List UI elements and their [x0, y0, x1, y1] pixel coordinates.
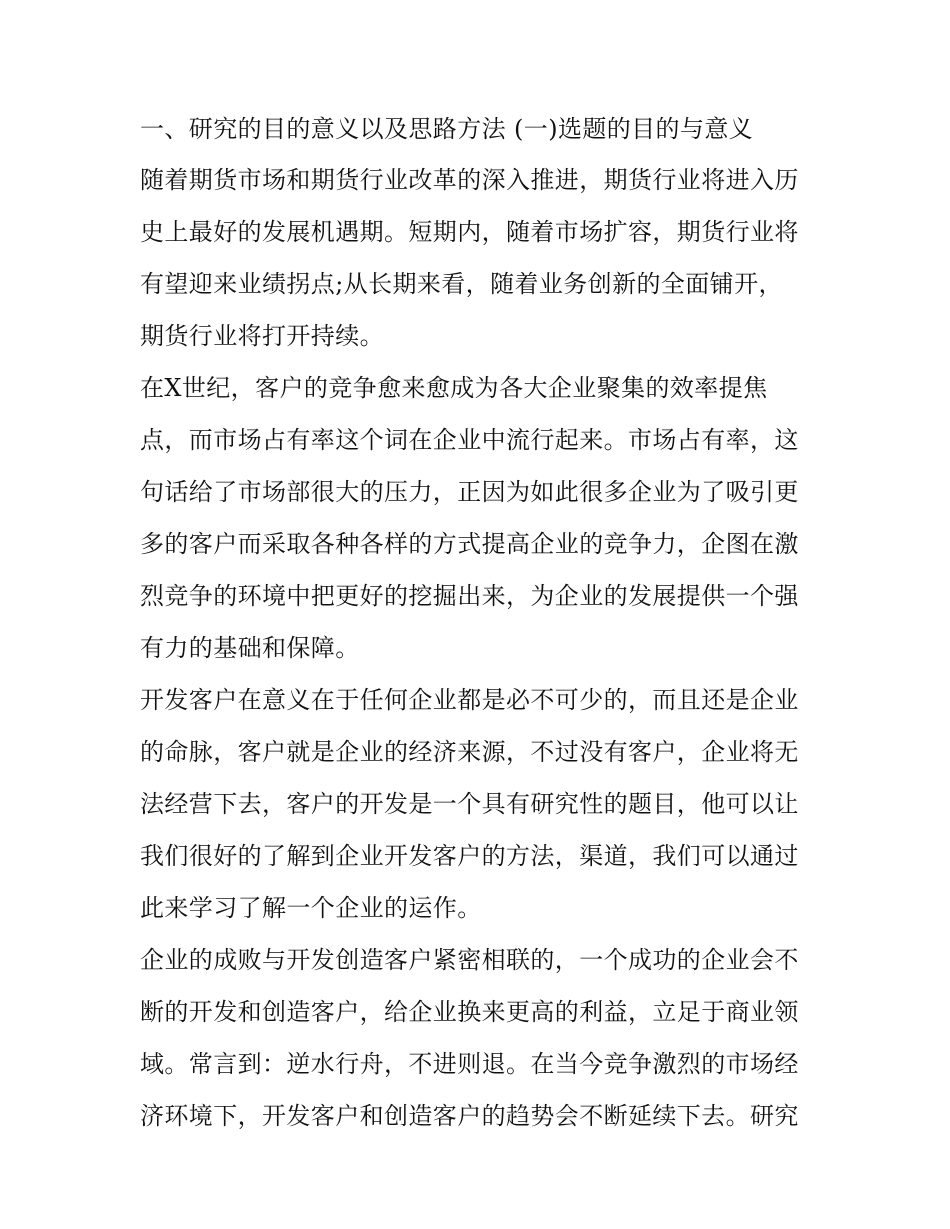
paragraph-line: 烈竞争的环境中把更好的挖掘出来，为企业的发展提供一个强 — [140, 582, 799, 610]
paragraph-4 — [140, 934, 812, 1142]
paragraph-line: 济环境下，开发客户和创造客户的趋势会不断延续下去。研究 — [140, 1102, 799, 1130]
paragraph-line: 史上最好的发展机遇期。短期内，随着市场扩容，期货行业将 — [140, 218, 799, 246]
paragraph-line: 开发客户在意义在于任何企业都是必不可少的，而且还是企业 — [140, 686, 799, 714]
paragraph-line: 多的客户而采取各种各样的方式提高企业的竞争力，企图在激 — [140, 530, 799, 558]
paragraph-line: 句话给了市场部很大的压力，正因为如此很多企业为了吸引更 — [140, 478, 799, 506]
paragraph-line: 随着期货市场和期货行业改革的深入推进，期货行业将进入历 — [140, 166, 799, 194]
paragraph-2 — [140, 362, 812, 674]
paragraph-line: 点，而市场占有率这个词在企业中流行起来。市场占有率，这 — [140, 426, 799, 454]
paragraph-line: 企业的成败与开发创造客户紧密相联的，一个成功的企业会不 — [140, 946, 799, 974]
paragraph-line: 此来学习了解一个企业的运作。 — [140, 894, 482, 922]
paragraph-line: 我们很好的了解到企业开发客户的方法，渠道，我们可以通过 — [140, 842, 799, 870]
paragraph-line: 期货行业将打开持续。 — [140, 322, 384, 350]
heading-text: 一、研究的目的意义以及思路方法 (一)选题的目的与意义 — [140, 115, 754, 143]
paragraph-line: 有力的基础和保障。 — [140, 634, 360, 662]
paragraph-line: 在X世纪，客户的竞争愈来愈成为各大企业聚集的效率提焦 — [140, 374, 768, 402]
paragraph-1 — [140, 154, 812, 362]
paragraph-line: 法经营下去，客户的开发是一个具有研究性的题目，他可以让 — [140, 790, 799, 818]
section-heading — [140, 104, 812, 154]
paragraph-line: 域。常言到：逆水行舟，不进则退。在当今竞争激烈的市场经 — [140, 1050, 799, 1078]
paragraph-line: 有望迎来业绩拐点;从长期来看，随着业务创新的全面铺开， — [140, 270, 783, 298]
paragraph-line: 断的开发和创造客户，给企业换来更高的利益，立足于商业领 — [140, 998, 799, 1026]
paragraph-line: 的命脉，客户就是企业的经济来源，不过没有客户，企业将无 — [140, 738, 799, 766]
paragraph-3 — [140, 674, 812, 934]
document-body — [140, 104, 812, 1142]
